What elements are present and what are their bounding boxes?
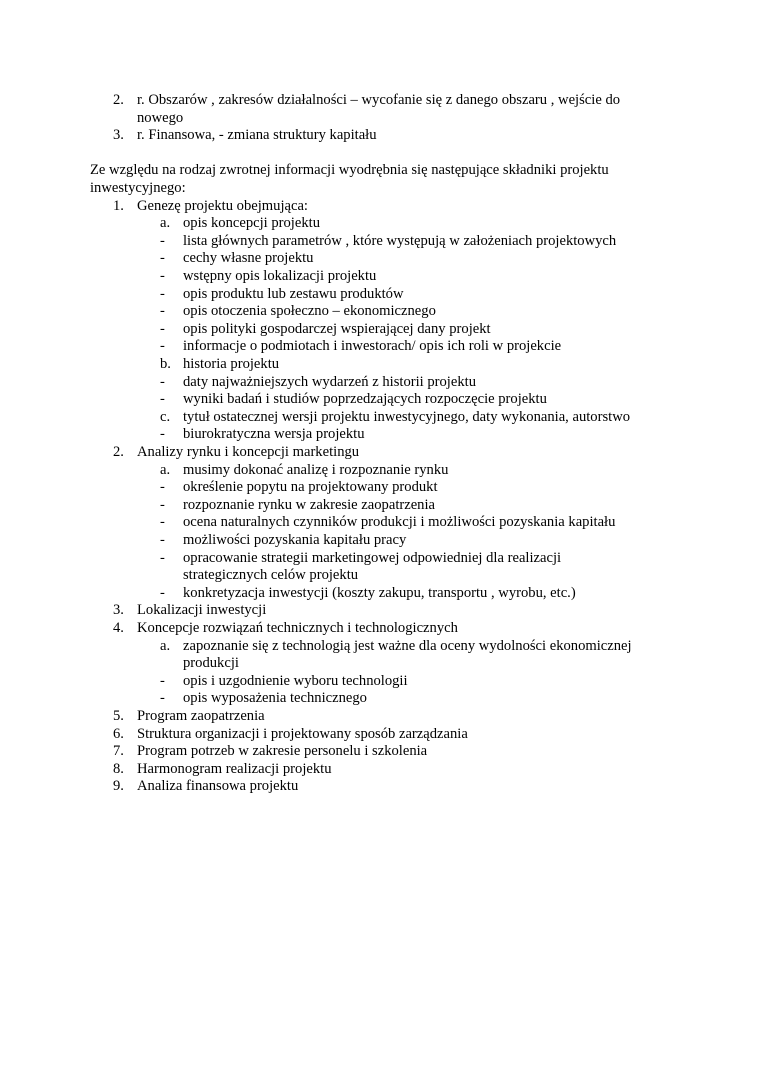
list-item-text: Lokalizacji inwestycji (137, 602, 267, 619)
list-item-continuation: nowego (137, 109, 184, 126)
list-item-text: Analiza finansowa projektu (137, 778, 299, 795)
sublist-item-text: wyniki badań i studiów poprzedzających rozpoczęcie projektu (183, 391, 547, 408)
list-marker: 2. (113, 444, 124, 460)
sublist-marker: - (160, 250, 165, 267)
sublist-marker: - (160, 303, 165, 320)
list-item-text: Struktura organizacji i projektowany sposób zarządzania (137, 725, 468, 742)
sublist-marker: - (160, 320, 165, 337)
list-marker: 6. (113, 725, 124, 742)
sublist-item-text: określenie popytu na projektowany produkt (183, 479, 438, 496)
list-item-text: Program zaopatrzenia (137, 708, 265, 724)
list-item-text: r. Obszarów , zakresów działalności – wycofanie się z danego obszaru , wejście do (137, 92, 621, 108)
sublist-marker: - (160, 232, 165, 249)
sublist-item-text: musimy dokonać analizę i rozpoznanie rynku (183, 461, 449, 478)
sublist-item-text: wstępny opis lokalizacji projektu (183, 268, 377, 284)
sublist-item-text: historia projektu (183, 356, 280, 372)
sublist-item-text: opis wyposażenia technicznego (183, 690, 367, 707)
sublist-item-text: tytuł ostatecznej wersji projektu inwestycyjnego, daty wykonania, autorstwo (183, 408, 631, 425)
sublist-item-text: konkretyzacja inwestycji (koszty zakupu, transportu , wyrobu, etc.) (183, 584, 576, 601)
list-marker: 5. (113, 708, 124, 724)
list-item-text: Harmonogram realizacji projektu (137, 760, 332, 777)
sublist-item-text: opis polityki gospodarczej wspierającej dany projekt (183, 320, 491, 337)
sublist-marker: - (160, 532, 165, 548)
sublist-item-text: informacje o podmiotach i inwestorach/ opis ich roli w projekcie (183, 338, 562, 355)
sublist-marker: - (160, 373, 165, 390)
sublist-marker: - (160, 426, 165, 443)
sublist-marker: - (160, 672, 165, 689)
sublist-marker: - (160, 514, 165, 531)
list-marker: 4. (113, 620, 124, 636)
sublist-item-text: opis koncepcji projektu (183, 215, 320, 232)
sublist-item-text: opis produktu lub zestawu produktów (183, 285, 404, 302)
sublist-marker: - (160, 549, 165, 566)
sublist-marker: c. (160, 408, 171, 425)
sublist-marker: - (160, 338, 165, 355)
sublist-marker: b. (160, 356, 171, 372)
sublist-item-text: możliwości pozyskania kapitału pracy (183, 532, 407, 548)
sublist-item-text: rozpoznanie rynku w zakresie zaopatrzenia (183, 496, 436, 513)
list-marker: 7. (113, 743, 124, 760)
sublist-item-text: biurokratyczna wersja projektu (183, 426, 365, 443)
sublist-marker: - (160, 584, 165, 601)
sublist-marker: a. (160, 637, 171, 654)
sublist-item-continuation: produkcji (183, 655, 239, 672)
sublist-item-text: zapoznanie się z technologią jest ważne dla oceny wydolności ekonomicznej (183, 637, 632, 654)
sublist-marker: a. (160, 461, 171, 478)
sublist-marker: - (160, 479, 165, 496)
list-item-text: Genezę projektu obejmująca: (137, 197, 308, 214)
intro-paragraph-line: inwestycyjnego: (90, 180, 186, 196)
sublist-item-text: cechy własne projektu (183, 250, 314, 267)
intro-paragraph-line: Ze względu na rodzaj zwrotnej informacji wyodrębnia się następujące składniki projektu (90, 162, 609, 179)
sublist-marker: a. (160, 215, 171, 232)
list-marker: 3. (113, 127, 124, 144)
list-marker: 8. (113, 760, 124, 777)
sublist-marker: - (160, 285, 165, 302)
sublist-marker: - (160, 268, 165, 284)
sublist-item-text: daty najważniejszych wydarzeń z historii projektu (183, 373, 476, 390)
sublist-item-text: opis otoczenia społeczno – ekonomicznego (183, 303, 436, 320)
sublist-item-text: lista głównych parametrów , które występują w założeniach projektowych (183, 232, 617, 249)
list-marker: 3. (113, 602, 124, 619)
list-marker: 9. (113, 778, 124, 795)
sublist-item-text: ocena naturalnych czynników produkcji i możliwości pozyskania kapitału (183, 514, 616, 531)
list-item-text: Program potrzeb w zakresie personelu i szkolenia (137, 743, 428, 760)
list-item-text: r. Finansowa, - zmiana struktury kapitału (137, 127, 377, 144)
list-item-text: Koncepcje rozwiązań technicznych i technologicznych (137, 620, 458, 636)
sublist-item-text: opracowanie strategii marketingowej odpowiedniej dla realizacji (183, 549, 562, 566)
sublist-marker: - (160, 391, 165, 408)
sublist-marker: - (160, 496, 165, 513)
sublist-marker: - (160, 690, 165, 707)
sublist-item-continuation: strategicznych celów projektu (183, 567, 359, 584)
list-item-text: Analizy rynku i koncepcji marketingu (137, 444, 360, 460)
list-marker: 1. (113, 197, 124, 214)
list-marker: 2. (113, 92, 124, 108)
sublist-item-text: opis i uzgodnienie wyboru technologii (183, 672, 408, 689)
